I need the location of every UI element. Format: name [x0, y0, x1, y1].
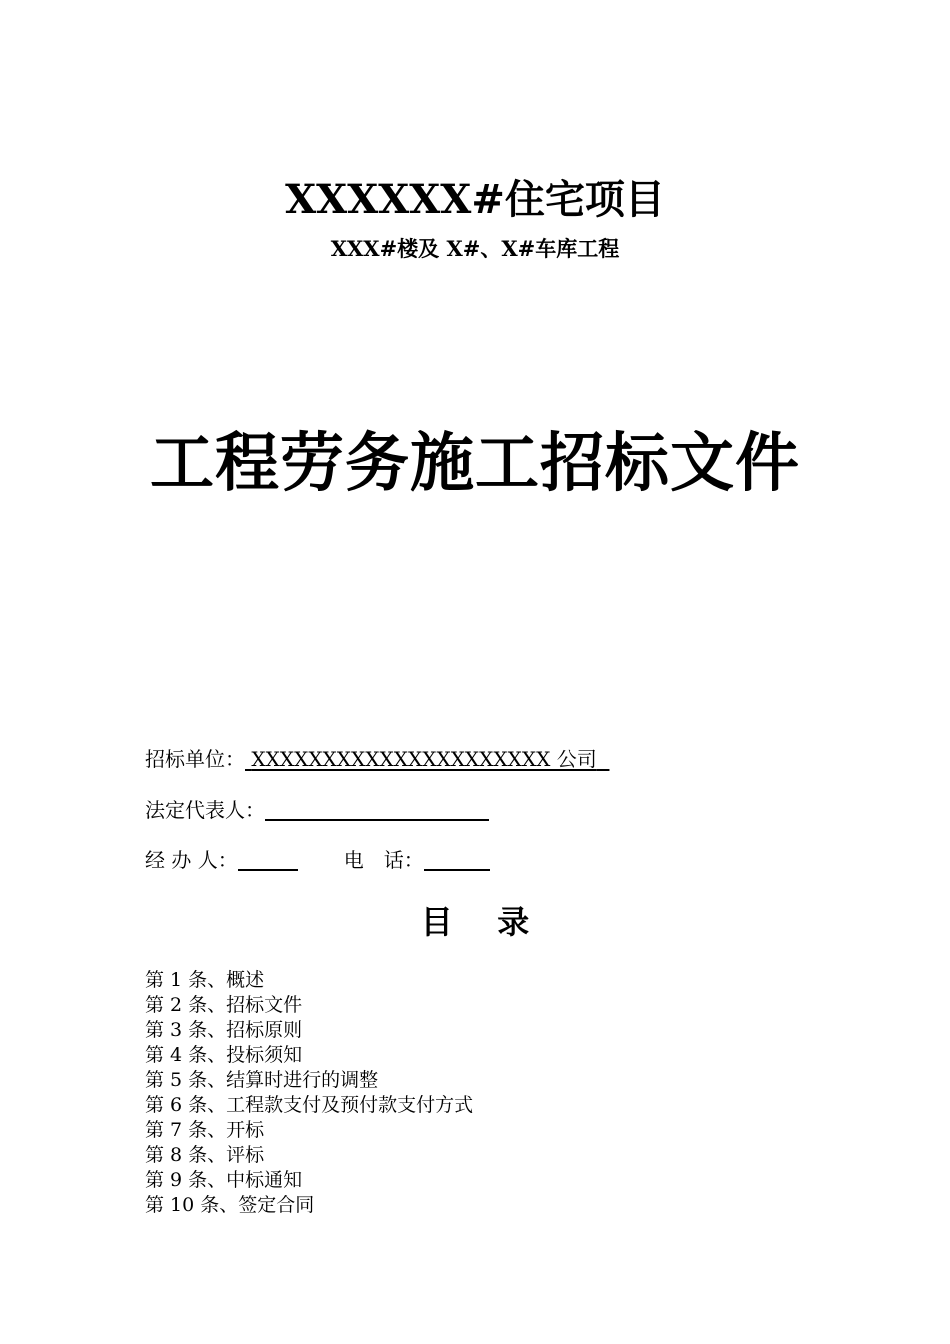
toc-item: 第 5 条、结算时进行的调整 [145, 1069, 379, 1091]
toc-item: 第 1 条、概述 [145, 969, 265, 991]
phone-label: 电 话： [343, 848, 424, 872]
bidder-value: XXXXXXXXXXXXXXXXXXXXX 公司 [251, 747, 597, 771]
toc-item: 第 10 条、签定合同 [145, 1194, 315, 1216]
phone-blank [424, 849, 490, 871]
legal-rep-blank [265, 799, 489, 821]
toc-heading: 目 录 [420, 903, 530, 941]
toc-item: 第 6 条、工程款支付及预付款支付方式 [145, 1094, 474, 1116]
toc-item: 第 4 条、投标须知 [145, 1044, 303, 1066]
toc-item: 第 8 条、评标 [145, 1144, 265, 1166]
toc-item: 第 2 条、招标文件 [145, 994, 303, 1016]
handler-label: 经 办 人： [145, 848, 238, 872]
legal-rep-label: 法定代表人： [145, 798, 265, 822]
document-title: 工程劳务施工招标文件 [150, 426, 800, 501]
project-subtitle: XXX#楼及 X#、X#车库工程 [330, 236, 620, 261]
toc-list [145, 968, 473, 1218]
contact-row [145, 846, 490, 874]
project-title: XXXXXX#住宅项目 [285, 176, 665, 223]
toc-item: 第 3 条、招标原则 [145, 1019, 303, 1041]
toc-item: 第 9 条、中标通知 [145, 1169, 303, 1191]
bidder-label: 招标单位： [145, 747, 245, 771]
handler-blank [238, 849, 298, 871]
toc-item: 第 7 条、开标 [145, 1119, 265, 1141]
legal-rep-row [145, 796, 489, 824]
bidder-row [145, 745, 609, 773]
